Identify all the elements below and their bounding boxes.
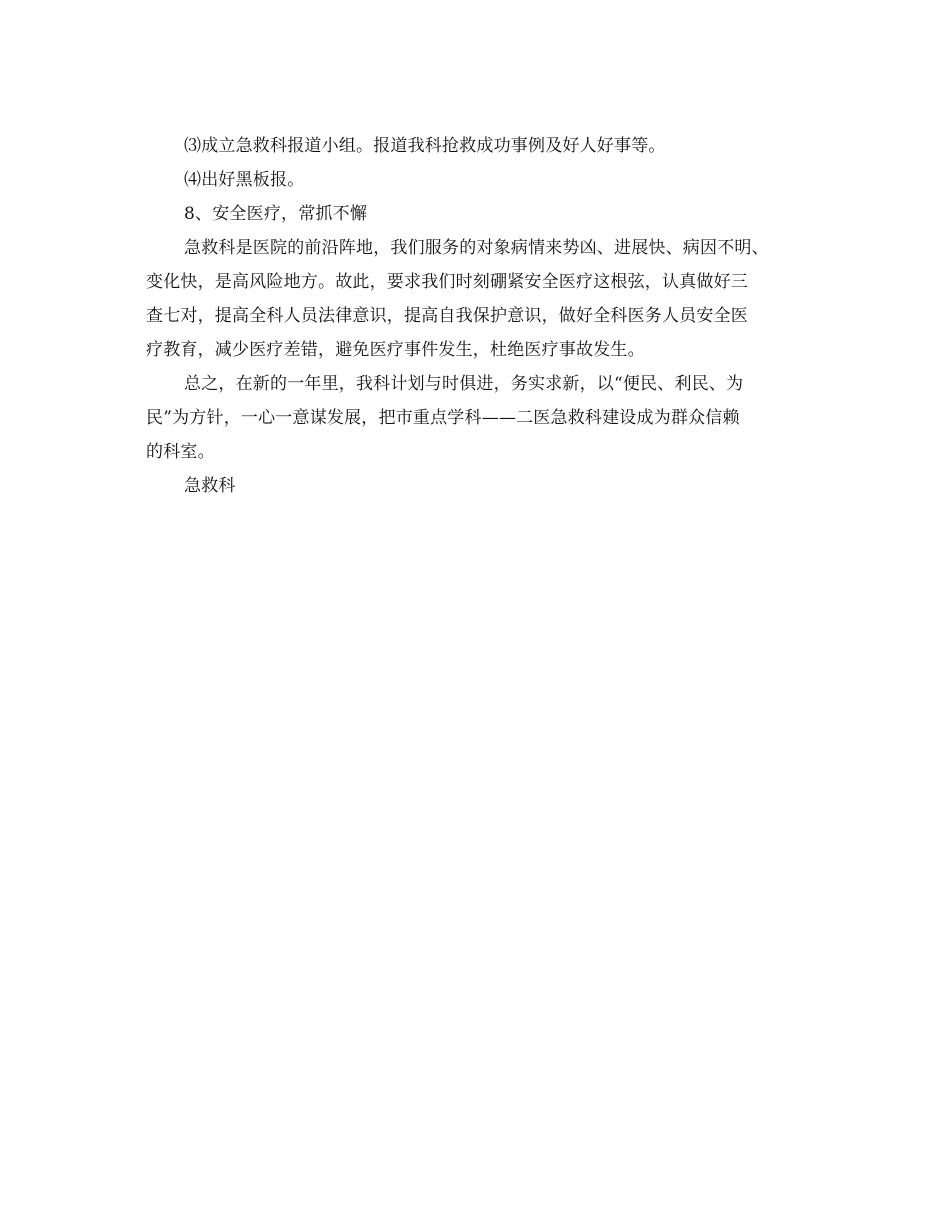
text-line: 变化快，是高风险地方。故此，要求我们时刻硼紧安全医疗这根弦，认真做好三 xyxy=(146,272,748,292)
text-line: 急救科是医院的前沿阵地，我们服务的对象病情来势凶、进展快、病因不明、 xyxy=(184,238,769,258)
paragraph-blackboard xyxy=(146,163,810,197)
text-line: 急救科 xyxy=(184,476,236,496)
text-line: 的科室。 xyxy=(146,442,215,462)
paragraph-report-team xyxy=(146,129,810,163)
text-line: 查七对，提高全科人员法律意识，提高自我保护意识，做好全科医务人员安全医 xyxy=(146,306,748,326)
document-body xyxy=(146,129,810,503)
section-heading-safety xyxy=(146,197,810,231)
text-line: 民”为方针，一心一意谋发展，把市重点学科——二医急救科建设成为群众信赖 xyxy=(146,408,740,428)
text-line: 8、安全医疗，常抓不懈 xyxy=(184,204,368,224)
text-line: 总之，在新的一年里，我科计划与时俱进，务实求新，以“便民、利民、为 xyxy=(184,374,744,394)
paragraph-safety-detail xyxy=(146,231,810,367)
paragraph-summary xyxy=(146,367,810,469)
signature-department xyxy=(146,469,810,503)
text-line: 疗教育，减少医疗差错，避免医疗事件发生，杜绝医疗事故发生。 xyxy=(146,340,645,360)
text-line: ⑶成立急救科报道小组。报道我科抢救成功事例及好人好事等。 xyxy=(184,136,666,156)
text-line: ⑷出好黑板报。 xyxy=(184,170,305,190)
